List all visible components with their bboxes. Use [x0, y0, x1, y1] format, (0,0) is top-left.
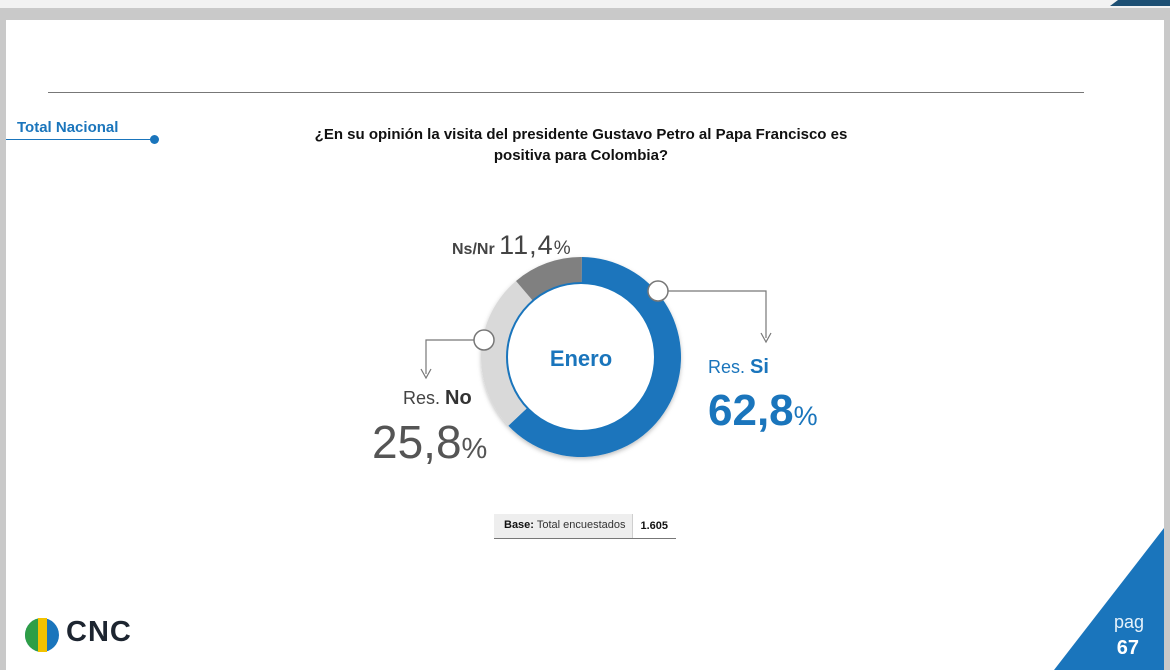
no-value	[372, 415, 487, 469]
si-category: Si	[750, 356, 769, 378]
nsnr-category: Ns/Nr	[452, 241, 495, 258]
slide	[6, 20, 1164, 670]
nsnr-percent-sign: %	[553, 238, 571, 259]
nsnr-value: 11,4	[499, 230, 554, 260]
base-label-text: Total encuestados	[536, 519, 626, 531]
no-category: No	[445, 387, 472, 409]
page-number: 67	[1116, 637, 1139, 659]
si-value-number: 62,8	[708, 386, 794, 435]
cnc-logo-text: CNC	[66, 616, 132, 648]
top-corner-accent	[1050, 0, 1170, 6]
si-connector	[668, 291, 766, 338]
base-value: 1.605	[632, 514, 677, 538]
base-label	[494, 514, 632, 538]
si-marker	[648, 281, 668, 301]
no-percent-sign: %	[461, 433, 488, 465]
no-prefix: Res.	[403, 388, 441, 408]
no-connector	[426, 340, 474, 374]
si-label	[708, 356, 769, 379]
si-value	[708, 386, 818, 436]
cnc-logo-mark	[24, 616, 62, 654]
base-note	[494, 514, 676, 539]
no-label	[403, 387, 472, 410]
question-line-2: positiva para Colombia?	[493, 147, 669, 164]
page-corner-triangle	[1054, 528, 1164, 670]
nsnr-label	[452, 230, 571, 261]
no-value-number: 25,8	[372, 416, 462, 468]
si-percent-sign: %	[793, 401, 818, 431]
si-prefix: Res.	[708, 357, 746, 377]
no-marker	[474, 330, 494, 350]
donut-center-label: Enero	[549, 346, 613, 371]
question-line-1: ¿En su opinión la visita del presidente Gustavo Petro al Papa Francisco es	[314, 126, 848, 143]
section-label: Total Nacional	[17, 119, 119, 136]
top-strip	[0, 0, 1170, 8]
cnc-logo	[24, 616, 164, 654]
page-label: pag	[1113, 612, 1144, 632]
base-label-bold: Base:	[504, 519, 534, 531]
donut-chart	[6, 20, 1164, 670]
